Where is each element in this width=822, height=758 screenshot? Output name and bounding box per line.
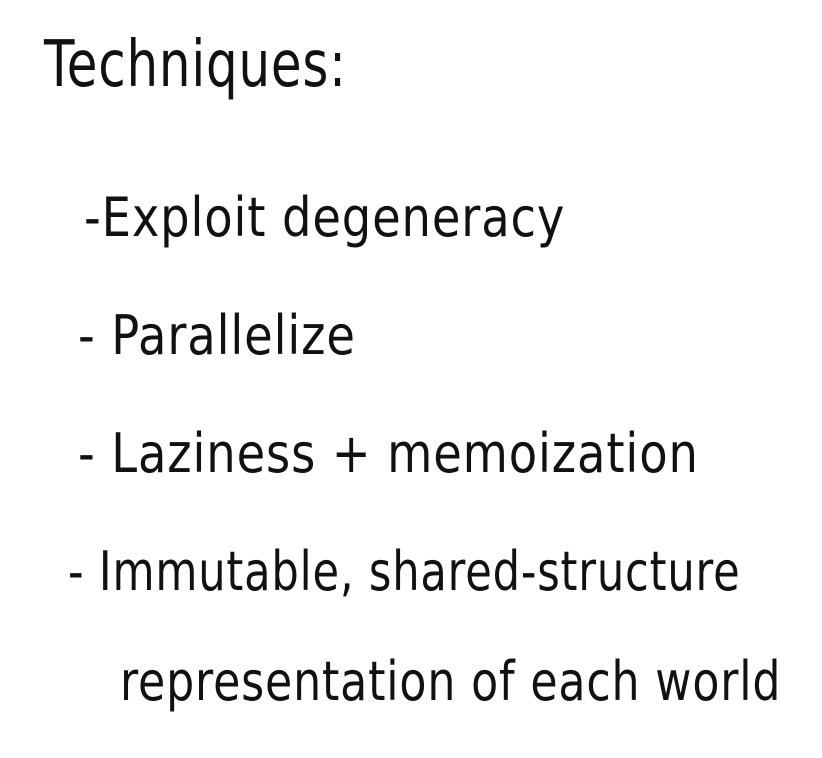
- list-item: - Parallelize: [78, 304, 356, 367]
- note-title: Techniques:: [44, 28, 347, 102]
- list-item: - Immutable, shared-structure: [68, 540, 741, 603]
- list-item: - Laziness + memoization: [78, 422, 699, 485]
- list-item: -Exploit degeneracy: [84, 186, 566, 249]
- list-item-continuation: representation of each world: [120, 650, 782, 713]
